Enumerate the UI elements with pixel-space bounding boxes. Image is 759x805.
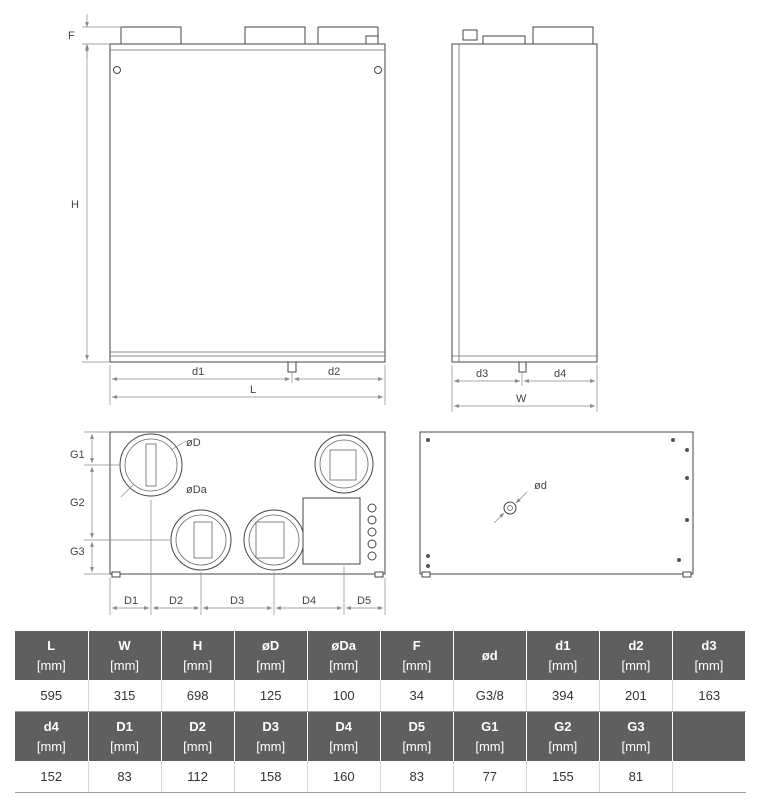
- front-top-collar: [121, 27, 181, 44]
- dim-label-H: H: [71, 199, 79, 211]
- side-top-collar: [533, 27, 593, 44]
- dim-label-od: ød: [534, 480, 547, 492]
- dim-label-D2: D2: [169, 595, 184, 607]
- dim-label-D1: D1: [124, 595, 139, 607]
- mounting-hole: [375, 67, 382, 74]
- table-cell: 81: [599, 761, 672, 793]
- column-header-name: H: [192, 637, 203, 653]
- column-header-unit: [mm]: [329, 657, 359, 673]
- column-header-unit: [mm]: [402, 738, 432, 754]
- column-header-name: L: [47, 637, 56, 653]
- column-header: [672, 631, 745, 680]
- table-cell: 100: [307, 680, 380, 712]
- column-header-unit: [mm]: [548, 657, 578, 673]
- table-cell: 83: [380, 761, 453, 793]
- table-header-row: [15, 631, 746, 680]
- electrical-box: [303, 498, 360, 564]
- dimensions-table: [15, 631, 746, 793]
- table-cell: 201: [599, 680, 672, 712]
- dim-label-d2: d2: [328, 366, 341, 378]
- column-header: [599, 631, 672, 680]
- column-header-unit: [mm]: [183, 738, 213, 754]
- column-header-name: D4: [335, 718, 353, 734]
- side-top-fitting: [463, 30, 477, 40]
- column-header: [88, 631, 161, 680]
- cable-gland: [368, 528, 376, 536]
- table-cell: 155: [526, 761, 599, 793]
- dim-label-G2: G2: [70, 497, 85, 509]
- column-header-name: D1: [116, 718, 133, 734]
- dim-label-d3: d3: [476, 368, 489, 380]
- column-header-name: ød: [481, 647, 498, 663]
- dim-label-F: F: [68, 30, 75, 42]
- column-header-unit: [mm]: [621, 657, 651, 673]
- column-header-unit: [mm]: [402, 657, 432, 673]
- column-header: [307, 631, 380, 680]
- front-drain: [288, 362, 296, 372]
- front-top-fitting: [366, 36, 378, 44]
- column-header: [526, 631, 599, 680]
- dim-label-L: L: [250, 384, 257, 396]
- column-header: [15, 631, 88, 680]
- column-header-name: d3: [701, 637, 717, 653]
- column-header-name: W: [118, 637, 131, 653]
- column-header-name: øDa: [331, 637, 356, 653]
- column-header-name: d4: [43, 718, 59, 734]
- duct-port: [171, 510, 231, 570]
- column-header-unit: [mm]: [694, 657, 724, 673]
- table-cell: 34: [380, 680, 453, 712]
- dim-label-D3: D3: [230, 595, 245, 607]
- dim-label-D4: D4: [302, 595, 317, 607]
- side-view: [452, 27, 597, 412]
- column-header-unit: [mm]: [183, 657, 213, 673]
- duct-port: [315, 435, 373, 493]
- column-header-name: d1: [555, 637, 571, 653]
- table-cell: 315: [88, 680, 161, 712]
- side-drain: [519, 362, 526, 372]
- column-header-name: G2: [554, 718, 572, 734]
- column-header: [234, 712, 307, 762]
- column-header: [526, 712, 599, 762]
- column-header-name: d2: [628, 637, 644, 653]
- front-view: [68, 14, 385, 405]
- column-header: [234, 631, 307, 680]
- column-header-unit: [mm]: [256, 738, 286, 754]
- column-header: [88, 712, 161, 762]
- column-header-unit: [mm]: [36, 738, 66, 754]
- table-cell: [672, 761, 745, 793]
- column-header-name: G3: [627, 718, 645, 734]
- column-header: [161, 712, 234, 762]
- column-header: [161, 631, 234, 680]
- column-header-name: D2: [189, 718, 206, 734]
- column-header-unit: [mm]: [256, 657, 286, 673]
- mounting-hole: [114, 67, 121, 74]
- column-header: [307, 712, 380, 762]
- column-header-unit: [mm]: [621, 738, 651, 754]
- side-top-fitting: [483, 36, 525, 44]
- table-cell: 163: [672, 680, 745, 712]
- dim-label-d4: d4: [554, 368, 567, 380]
- column-header: [380, 712, 453, 762]
- dim-label-d1: d1: [192, 366, 205, 378]
- drain-outlet: [504, 502, 516, 514]
- column-header-name: G1: [481, 718, 499, 734]
- table-row: [15, 680, 746, 712]
- column-header-name: F: [412, 637, 421, 653]
- table-cell: G3/8: [453, 680, 526, 712]
- cable-gland: [368, 552, 376, 560]
- table-cell: 77: [453, 761, 526, 793]
- column-header-unit: [mm]: [475, 738, 505, 754]
- front-body: [110, 44, 385, 362]
- table-header-row: [15, 712, 746, 762]
- table-cell: 152: [15, 761, 88, 793]
- cable-gland: [368, 540, 376, 548]
- column-header: [380, 631, 453, 680]
- column-header-unit: [mm]: [110, 657, 140, 673]
- dim-label-G1: G1: [70, 449, 85, 461]
- table-cell: 125: [234, 680, 307, 712]
- table-row: [15, 761, 746, 793]
- top-body: [420, 432, 693, 574]
- column-header-name: D3: [262, 718, 279, 734]
- dim-label-D5: D5: [357, 595, 372, 607]
- bottom-view: [70, 432, 385, 615]
- column-header-name: øD: [261, 637, 280, 653]
- dim-label-W: W: [516, 393, 527, 405]
- column-header-name: D5: [408, 718, 426, 734]
- column-header-unit: [mm]: [548, 738, 578, 754]
- table-cell: 83: [88, 761, 161, 793]
- column-header-unit: [mm]: [36, 657, 66, 673]
- column-header-unit: [mm]: [110, 738, 140, 754]
- cable-gland: [368, 504, 376, 512]
- table-cell: 698: [161, 680, 234, 712]
- dim-label-oD: øD: [186, 437, 201, 449]
- dim-label-G3: G3: [70, 546, 85, 558]
- duct-port: [120, 434, 182, 496]
- dim-label-oDa: øDa: [186, 484, 207, 496]
- table-cell: 112: [161, 761, 234, 793]
- table-cell: 394: [526, 680, 599, 712]
- table-cell: 160: [307, 761, 380, 793]
- column-header: [672, 712, 745, 762]
- column-header: [453, 631, 526, 680]
- duct-port: [244, 510, 304, 570]
- column-header: [599, 712, 672, 762]
- column-header: [15, 712, 88, 762]
- table-cell: 595: [15, 680, 88, 712]
- top-view: [420, 432, 693, 577]
- front-top-collar: [245, 27, 305, 44]
- column-header: [453, 712, 526, 762]
- cable-gland: [368, 516, 376, 524]
- column-header-unit: [mm]: [329, 738, 359, 754]
- side-body: [452, 44, 597, 362]
- table-cell: 158: [234, 761, 307, 793]
